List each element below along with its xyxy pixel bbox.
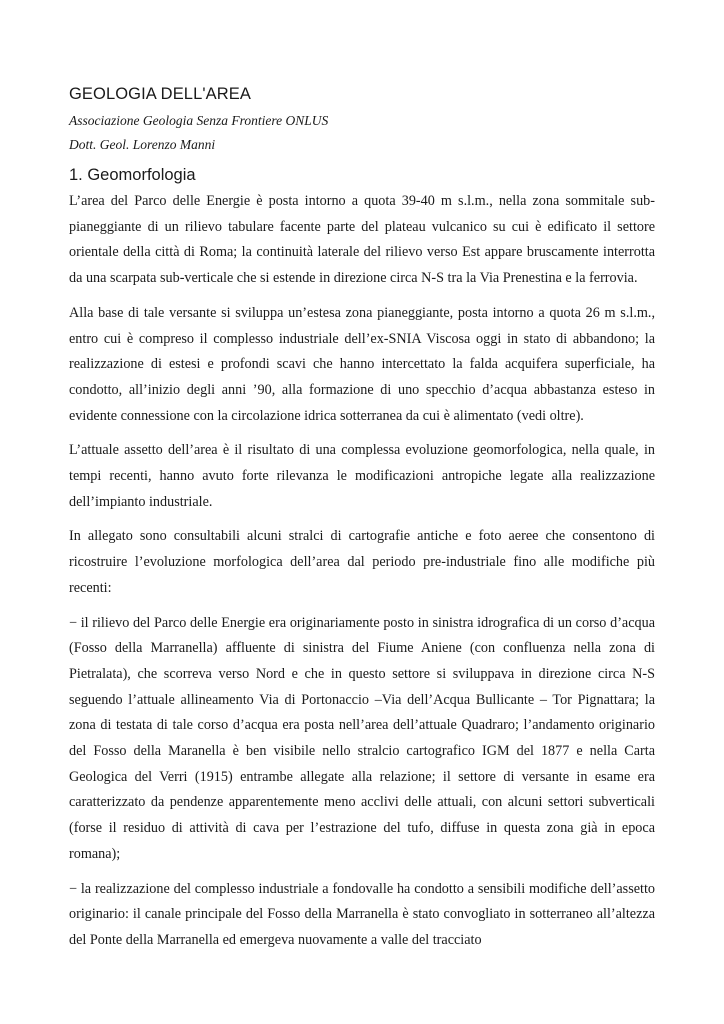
document-page — [69, 84, 655, 963]
list-item-1: − il rilievo del Parco delle Energie era originariamente posto in sinistra idrografica di un corso d’acqua (Fosso della Marranella) affluente di sinistra del Fiume Aniene (con confluenza nella zona di Pietralata), che scorreva verso Nord e che in questo settore si sviluppava in direzione circa N-S seguendo l’attuale allineamento Via di Portonaccio –Via dell’Acqua Bullicante – Tor Pignattara; la zona di testata di tale corso d’acqua era posta nell’area dell’attuale Quadraro; l’andamento originario del Fosso della Maranella è ben visibile nello stralcio cartografico IGM del 1877 e nella Carta Geologica del Verri (1915) entrambe allegate alla relazione; il settore di versante in esame era caratterizzato da pendenze apparentemente meno acclivi delle attuali, con alcuni settori subverticali (forse il residuo di attività di cava per l’estrazione del tufo, diffuse in questa zona già in epoca romana); — [69, 614, 655, 862]
organization-name: Associazione Geologia Senza Frontiere ONLUS — [69, 113, 329, 128]
paragraph-3: L’attuale assetto dell’area è il risultato di una complessa evoluzione geomorfologica, nella quale, in tempi recenti, hanno avuto forte rilevanza le modificazioni antropiche legate alla realizzazione dell’impianto industriale. — [69, 442, 655, 510]
list-item-2: − la realizzazione del complesso industriale a fondovalle ha condotto a sensibili modifiche dell’assetto originario: il canale principale del Fosso della Marranella è stato convogliato in sotterraneo all’altezza del Ponte della Marranella ed emergeva nuovamente a valle del tracciato — [69, 880, 655, 948]
paragraph-4: In allegato sono consultabili alcuni stralci di cartografie antiche e foto aeree che consentono di ricostruire l’evoluzione morfologica dell’area dal periodo pre-industriale fino alle modifiche più recenti: — [69, 528, 655, 596]
section-heading: 1. Geomorfologia — [69, 166, 196, 184]
paragraph-2: Alla base di tale versante si sviluppa un’estesa zona pianeggiante, posta intorno a quota 26 m s.l.m., entro cui è compreso il complesso industriale dell’ex-SNIA Viscosa oggi in stato di abbandono; la realizzazione di estesi e profondi scavi che hanno intercettato la falda acquifera superficiale, ha condotto, all’inizio degli anni ’90, alla formazione di uno specchio d’acqua abbastanza esteso in evidente connessione con la circolazione idrica sotterranea da cui è alimentato (vedi oltre). — [69, 304, 655, 424]
paragraph-1: L’area del Parco delle Energie è posta intorno a quota 39-40 m s.l.m., nella zona sommitale sub-pianeggiante di un rilievo tabulare facente parte del plateau vulcanico su cui è edificato il settore orientale della città di Roma; la continuità laterale del rilievo verso Est appare bruscamente interrotta da una scarpata sub-verticale che si estende in direzione circa N-S tra la Via Prenestina e la ferrovia. — [69, 193, 655, 287]
document-title: GEOLOGIA DELL'AREA — [69, 85, 251, 103]
author-name: Dott. Geol. Lorenzo Manni — [69, 137, 216, 152]
